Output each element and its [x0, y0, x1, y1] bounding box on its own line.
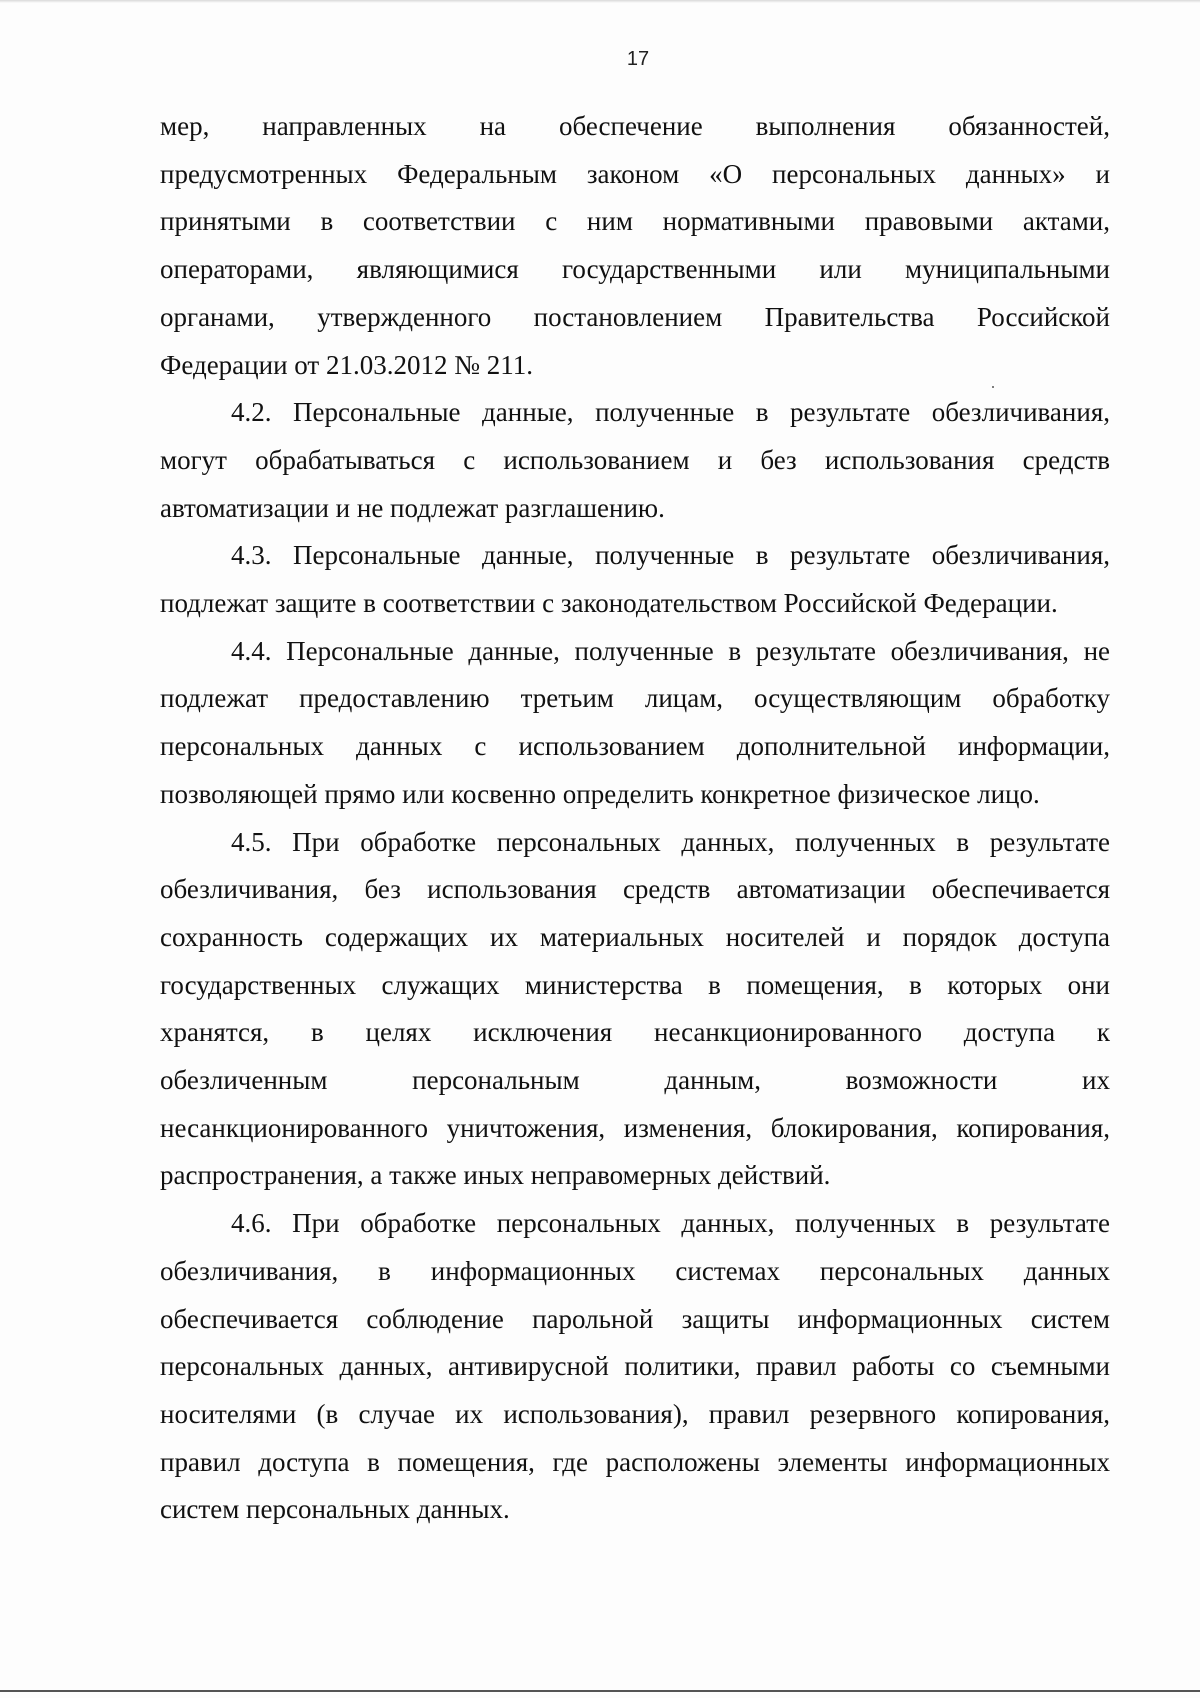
- text-line: сохранность содержащих их материальных носителей и порядок доступа: [160, 921, 1110, 952]
- scan-edge-bottom: [0, 1690, 1200, 1692]
- paragraph-4-6: [160, 1200, 1110, 1534]
- text-line: принятыми в соответствии с ним нормативными правовыми актами,: [160, 206, 1110, 237]
- text-line: обеспечивается соблюдение парольной защиты информационных систем: [160, 1303, 1110, 1334]
- text-line: правил доступа в помещения, где расположены элементы информационных: [160, 1446, 1110, 1477]
- text-line: могут обрабатываться с использованием и без использования средств: [160, 444, 1110, 475]
- text-line: 4.3. Персональные данные, полученные в результате обезличивания,: [231, 540, 1110, 571]
- text-line: 4.2. Персональные данные, полученные в результате обезличивания,: [231, 397, 1110, 428]
- text-line: персональных данных, антивирусной политики, правил работы со съемными: [160, 1351, 1110, 1382]
- paragraph-4-5: [160, 819, 1110, 1201]
- text-line: предусмотренных Федеральным законом «О персональных данных» и: [160, 158, 1110, 189]
- text-line: мер, направленных на обеспечение выполнения обязанностей,: [160, 111, 1110, 141]
- text-line: носителями (в случае их использования), правил резервного копирования,: [160, 1398, 1110, 1429]
- text-line: 4.6. При обработке персональных данных, полученных в результате: [231, 1208, 1110, 1239]
- scan-edge-top: [0, 0, 1200, 3]
- text-line: хранятся, в целях исключения несанкционированного доступа к: [160, 1017, 1110, 1048]
- text-line: 4.5. При обработке персональных данных, полученных в результате: [231, 826, 1110, 857]
- text-line: операторами, являющимися государственными или муниципальными: [160, 254, 1110, 285]
- paragraph-4-4: [160, 628, 1110, 819]
- text-line: несанкционированного уничтожения, изменения, блокирования, копирования,: [160, 1112, 1110, 1143]
- text-line: позволяющей прямо или косвенно определить конкретное физическое лицо.: [160, 778, 1040, 809]
- text-line: обезличивания, в информационных системах персональных данных: [160, 1255, 1110, 1286]
- text-line: персональных данных с использованием дополнительной информации,: [160, 731, 1110, 762]
- text-line: подлежат защите в соответствии с законодательством Российской Федерации.: [160, 588, 1058, 619]
- text-line: автоматизации и не подлежат разглашению.: [160, 492, 665, 523]
- text-line: органами, утвержденного постановлением Правительства Российской: [160, 301, 1110, 332]
- document-body: [160, 103, 1110, 1534]
- text-line: обезличенным персональным данным, возможности их: [160, 1065, 1110, 1096]
- text-line: распространения, а также иных неправомерных действий.: [160, 1160, 831, 1191]
- paragraph-4-2: [160, 389, 1110, 532]
- text-line: Федерации от 21.03.2012 № 211.: [160, 349, 533, 380]
- text-line: систем персональных данных.: [160, 1494, 510, 1525]
- text-line: обезличивания, без использования средств автоматизации обеспечивается: [160, 874, 1110, 905]
- text-line: государственных служащих министерства в помещения, в которых они: [160, 969, 1110, 1000]
- paragraph-continuation: [160, 103, 1110, 389]
- paragraph-4-3: [160, 532, 1110, 627]
- text-line: 4.4. Персональные данные, полученные в результате обезличивания, не: [231, 635, 1110, 666]
- page-number: 17: [626, 48, 650, 70]
- text-line: подлежат предоставлению третьим лицам, осуществляющим обработку: [160, 683, 1110, 714]
